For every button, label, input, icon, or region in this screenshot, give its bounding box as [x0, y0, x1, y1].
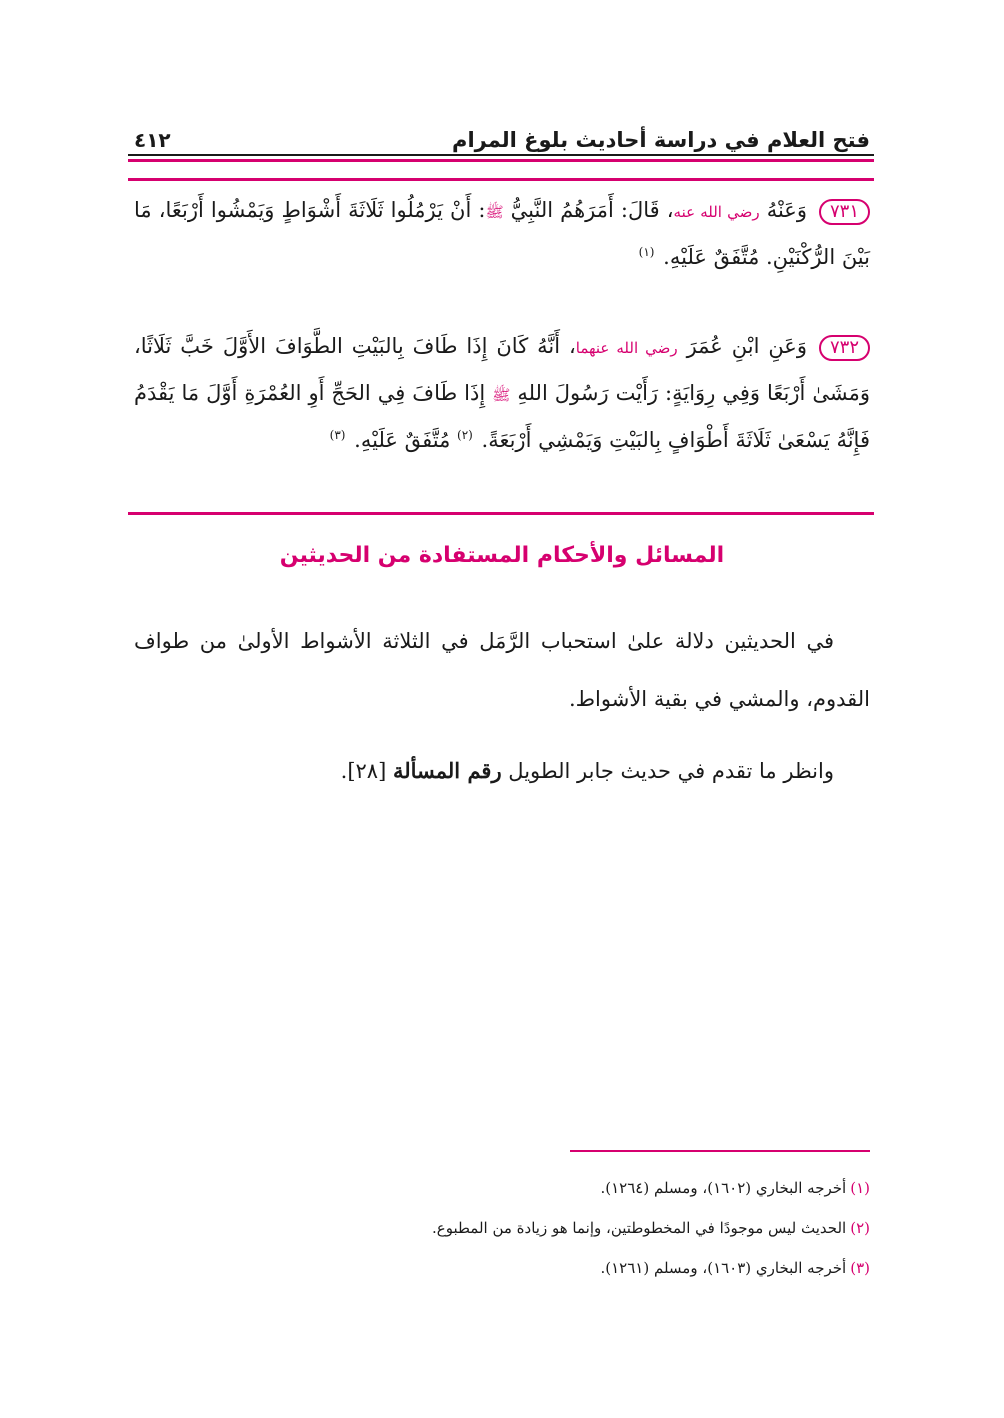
hadith-732 [134, 324, 870, 463]
footnote-number: (١) [850, 1179, 870, 1197]
honorific-mark: رضي الله عنه [673, 203, 760, 221]
page-number: ٤١٢ [134, 128, 171, 152]
book-title: فتح العلام في دراسة أحاديث بلوغ المرام [452, 128, 870, 152]
footnote-text: أخرجه البخاري (١٦٠٣)، ومسلم (١٢٦١). [600, 1259, 847, 1277]
body-paragraph-2 [134, 742, 870, 800]
top-rule-pink [128, 178, 874, 181]
hadith-text-mid: ، قَالَ: أَمَرَهُمُ النَّبِيُّ [510, 198, 674, 222]
paragraph-text: وانظر ما تقدم في حديث جابر الطويل [501, 759, 834, 783]
hadith-number-badge: ٧٣١ [819, 199, 870, 225]
hadith-731 [134, 188, 870, 280]
body-paragraph-1: في الحديثين دلالة علىٰ استحباب الرَّمَل في الثلاثة الأشواط الأولىٰ من طواف القدوم، والمشي في بقية الأشواط. [134, 629, 870, 711]
footnote-text: أخرجه البخاري (١٦٠٢)، ومسلم (١٢٦٤). [600, 1179, 847, 1197]
header-rule-black [128, 154, 874, 156]
hadith-text-post: إِذَا طَافَ فِي الحَجِّ أَوِ العُمْرَةِ أَوَّلَ مَا يَقْدَمُ فَإِنَّهُ يَسْعَىٰ ثَلَاثَةَ أَطْوَافٍ بِالبَيْتِ وَيَمْشِي أَرْبَعَةً. [134, 381, 870, 452]
hadith-text-post2: مُتَّفَقٌ عَلَيْهِ. [354, 428, 457, 452]
section-divider-pink [128, 512, 874, 515]
footnote-text: الحديث ليس موجودًا في المخطوطتين، وإنما هو زيادة من المطبوع. [431, 1219, 847, 1237]
footnote-ref: (٣) [329, 428, 346, 442]
hadith-text-pre: وَعَنِ ابْنِ عُمَرَ [686, 334, 807, 358]
footnote-item [134, 1168, 870, 1208]
running-header [134, 118, 870, 152]
footnote-number: (٣) [850, 1259, 870, 1277]
section-heading: المسائل والأحكام المستفادة من الحديثين [279, 543, 725, 568]
hadith-text-pre: وَعَنْهُ [766, 198, 807, 222]
paragraph-bold: رقم المسألة [392, 758, 502, 783]
paragraph-ref: [٢٨]. [340, 759, 393, 783]
footnote-number: (٢) [850, 1219, 870, 1237]
footnote-item [134, 1248, 870, 1288]
salutation-mark: ﷺ [485, 203, 504, 221]
hadith-text-mid: ، أَنَّهُ كَانَ إِذَا طَافَ بِالبَيْتِ الطَّوَافَ الأَوَّلَ خَبَّ ثَلَاثًا، وَمَشَىٰ أَرْبَعًا وَفِي رِوَايَةٍ: رَأَيْت رَسُولَ اللهِ [134, 334, 870, 405]
header-rule-pink [128, 159, 874, 162]
salutation-mark: ﷺ [492, 386, 511, 404]
footnote-item [134, 1208, 870, 1248]
hadith-text-post: : أَنْ يَرْمُلُوا ثَلَاثَةَ أَشْوَاطٍ وَيَمْشُوا أَرْبَعًا، مَا بَيْنَ الرُّكْنَيْنِ. مُتَّفَقٌ عَلَيْهِ. [134, 198, 870, 269]
footnote-ref: (٢) [457, 428, 473, 442]
hadith-number-badge: ٧٣٢ [819, 335, 870, 361]
footnote-separator [570, 1150, 870, 1152]
honorific-mark: رضي الله عنهما [575, 339, 678, 357]
footnotes [134, 1168, 870, 1288]
footnote-ref: (١) [638, 245, 655, 259]
